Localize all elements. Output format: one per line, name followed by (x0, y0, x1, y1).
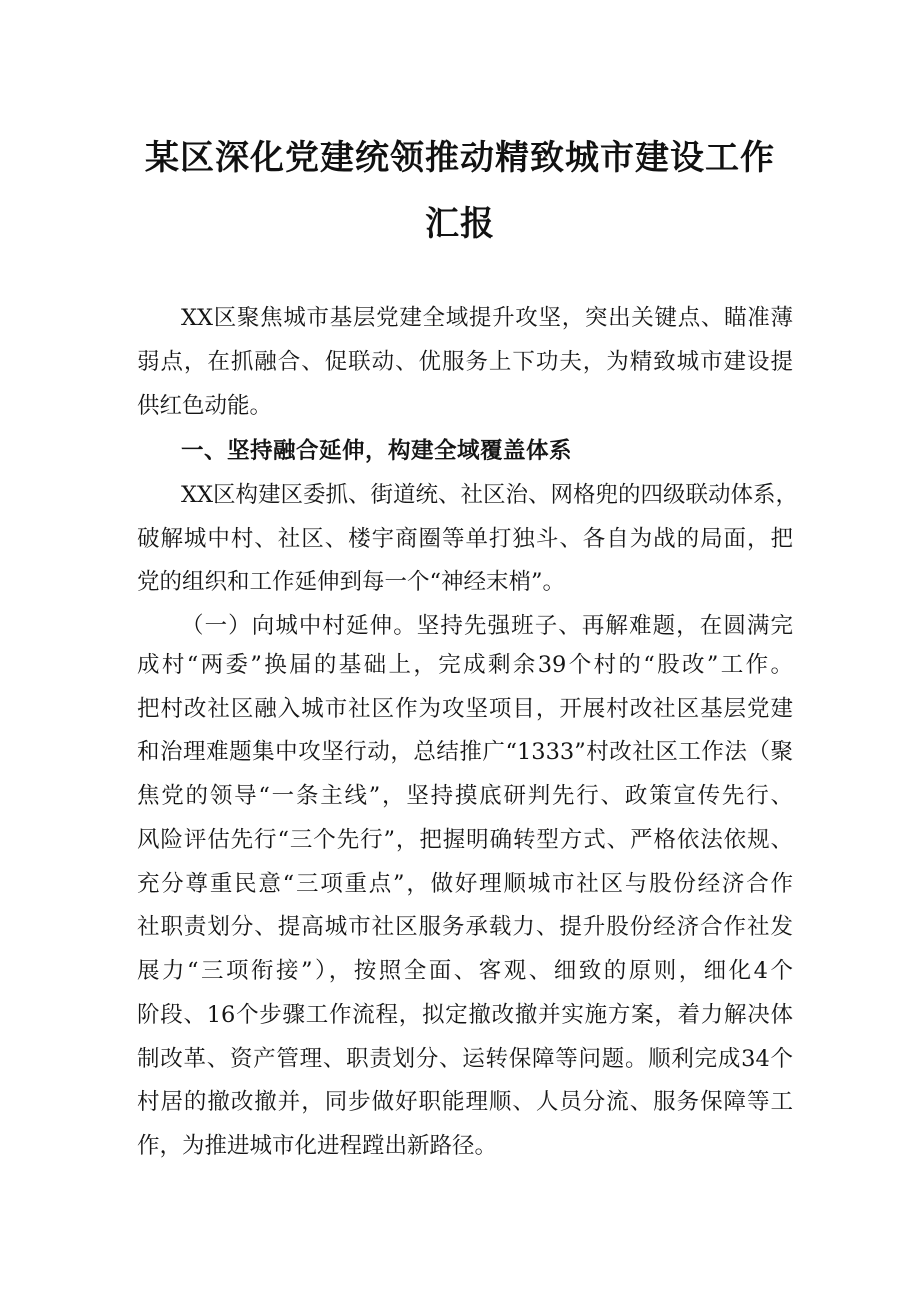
section-1-intro-line-3: 党的组织和工作延伸到每一个“神经末梢”。 (137, 569, 566, 595)
subsection-1-line-7: 充分尊重民意“三项重点”，做好理顺城市社区与股份经济合作 (137, 871, 793, 897)
subsection-1-line-9: 展力“三项衔接”），按照全面、客观、细致的原则，细化4个 (137, 958, 793, 984)
subsection-1-line-8: 社职责划分、提高城市社区服务承载力、提升股份经济合作社发 (137, 914, 793, 940)
intro-line-1: XX区聚焦城市基层党建全域提升攻坚，突出关键点、瞄准薄 (181, 305, 793, 331)
intro-line-2: 弱点，在抓融合、促联动、优服务上下功夫，为精致城市建设提 (137, 349, 793, 375)
section-1-intro-line-1: XX区构建区委抓、街道统、社区治、网格兜的四级联动体系， (181, 482, 799, 508)
subsection-1-line-11: 制改革、资产管理、职责划分、运转保障等问题。顺利完成34个 (137, 1046, 793, 1072)
document-title-line-1: 某区深化党建统领推动精致城市建设工作 (145, 138, 775, 178)
document-title-line-2: 汇报 (425, 204, 495, 244)
subsection-1-line-13: 作，为推进城市化进程蹚出新路径。 (137, 1133, 498, 1159)
subsection-1-line-6: 风险评估先行“三个先行”，把握明确转型方式、严格依法依规、 (137, 827, 793, 853)
subsection-1-line-10: 阶段、16个步骤工作流程，拟定撤改撤并实施方案，着力解决体 (137, 1002, 793, 1028)
subsection-1-line-4: 和治理难题集中攻坚行动，总结推广“1333”村改社区工作法（聚 (137, 739, 793, 765)
subsection-1-line-1: （一）向城中村延伸。坚持先强班子、再解难题，在圆满完 (181, 613, 793, 639)
section-1-heading: 一、坚持融合延伸，构建全域覆盖体系 (181, 438, 573, 464)
subsection-1-line-12: 村居的撤改撤并，同步做好职能理顺、人员分流、服务保障等工 (137, 1089, 793, 1115)
subsection-1-line-3: 把村改社区融入城市社区作为攻坚项目，开展村改社区基层党建 (137, 696, 793, 722)
subsection-1-line-5: 焦党的领导“一条主线”，坚持摸底研判先行、政策宣传先行、 (137, 783, 793, 809)
subsection-1-line-2: 成村“两委”换届的基础上，完成剩余39个村的“股改”工作。 (137, 652, 793, 678)
section-1-intro-line-2: 破解城中村、社区、楼宇商圈等单打独斗、各自为战的局面，把 (137, 526, 793, 552)
intro-line-3: 供红色动能。 (137, 393, 273, 419)
